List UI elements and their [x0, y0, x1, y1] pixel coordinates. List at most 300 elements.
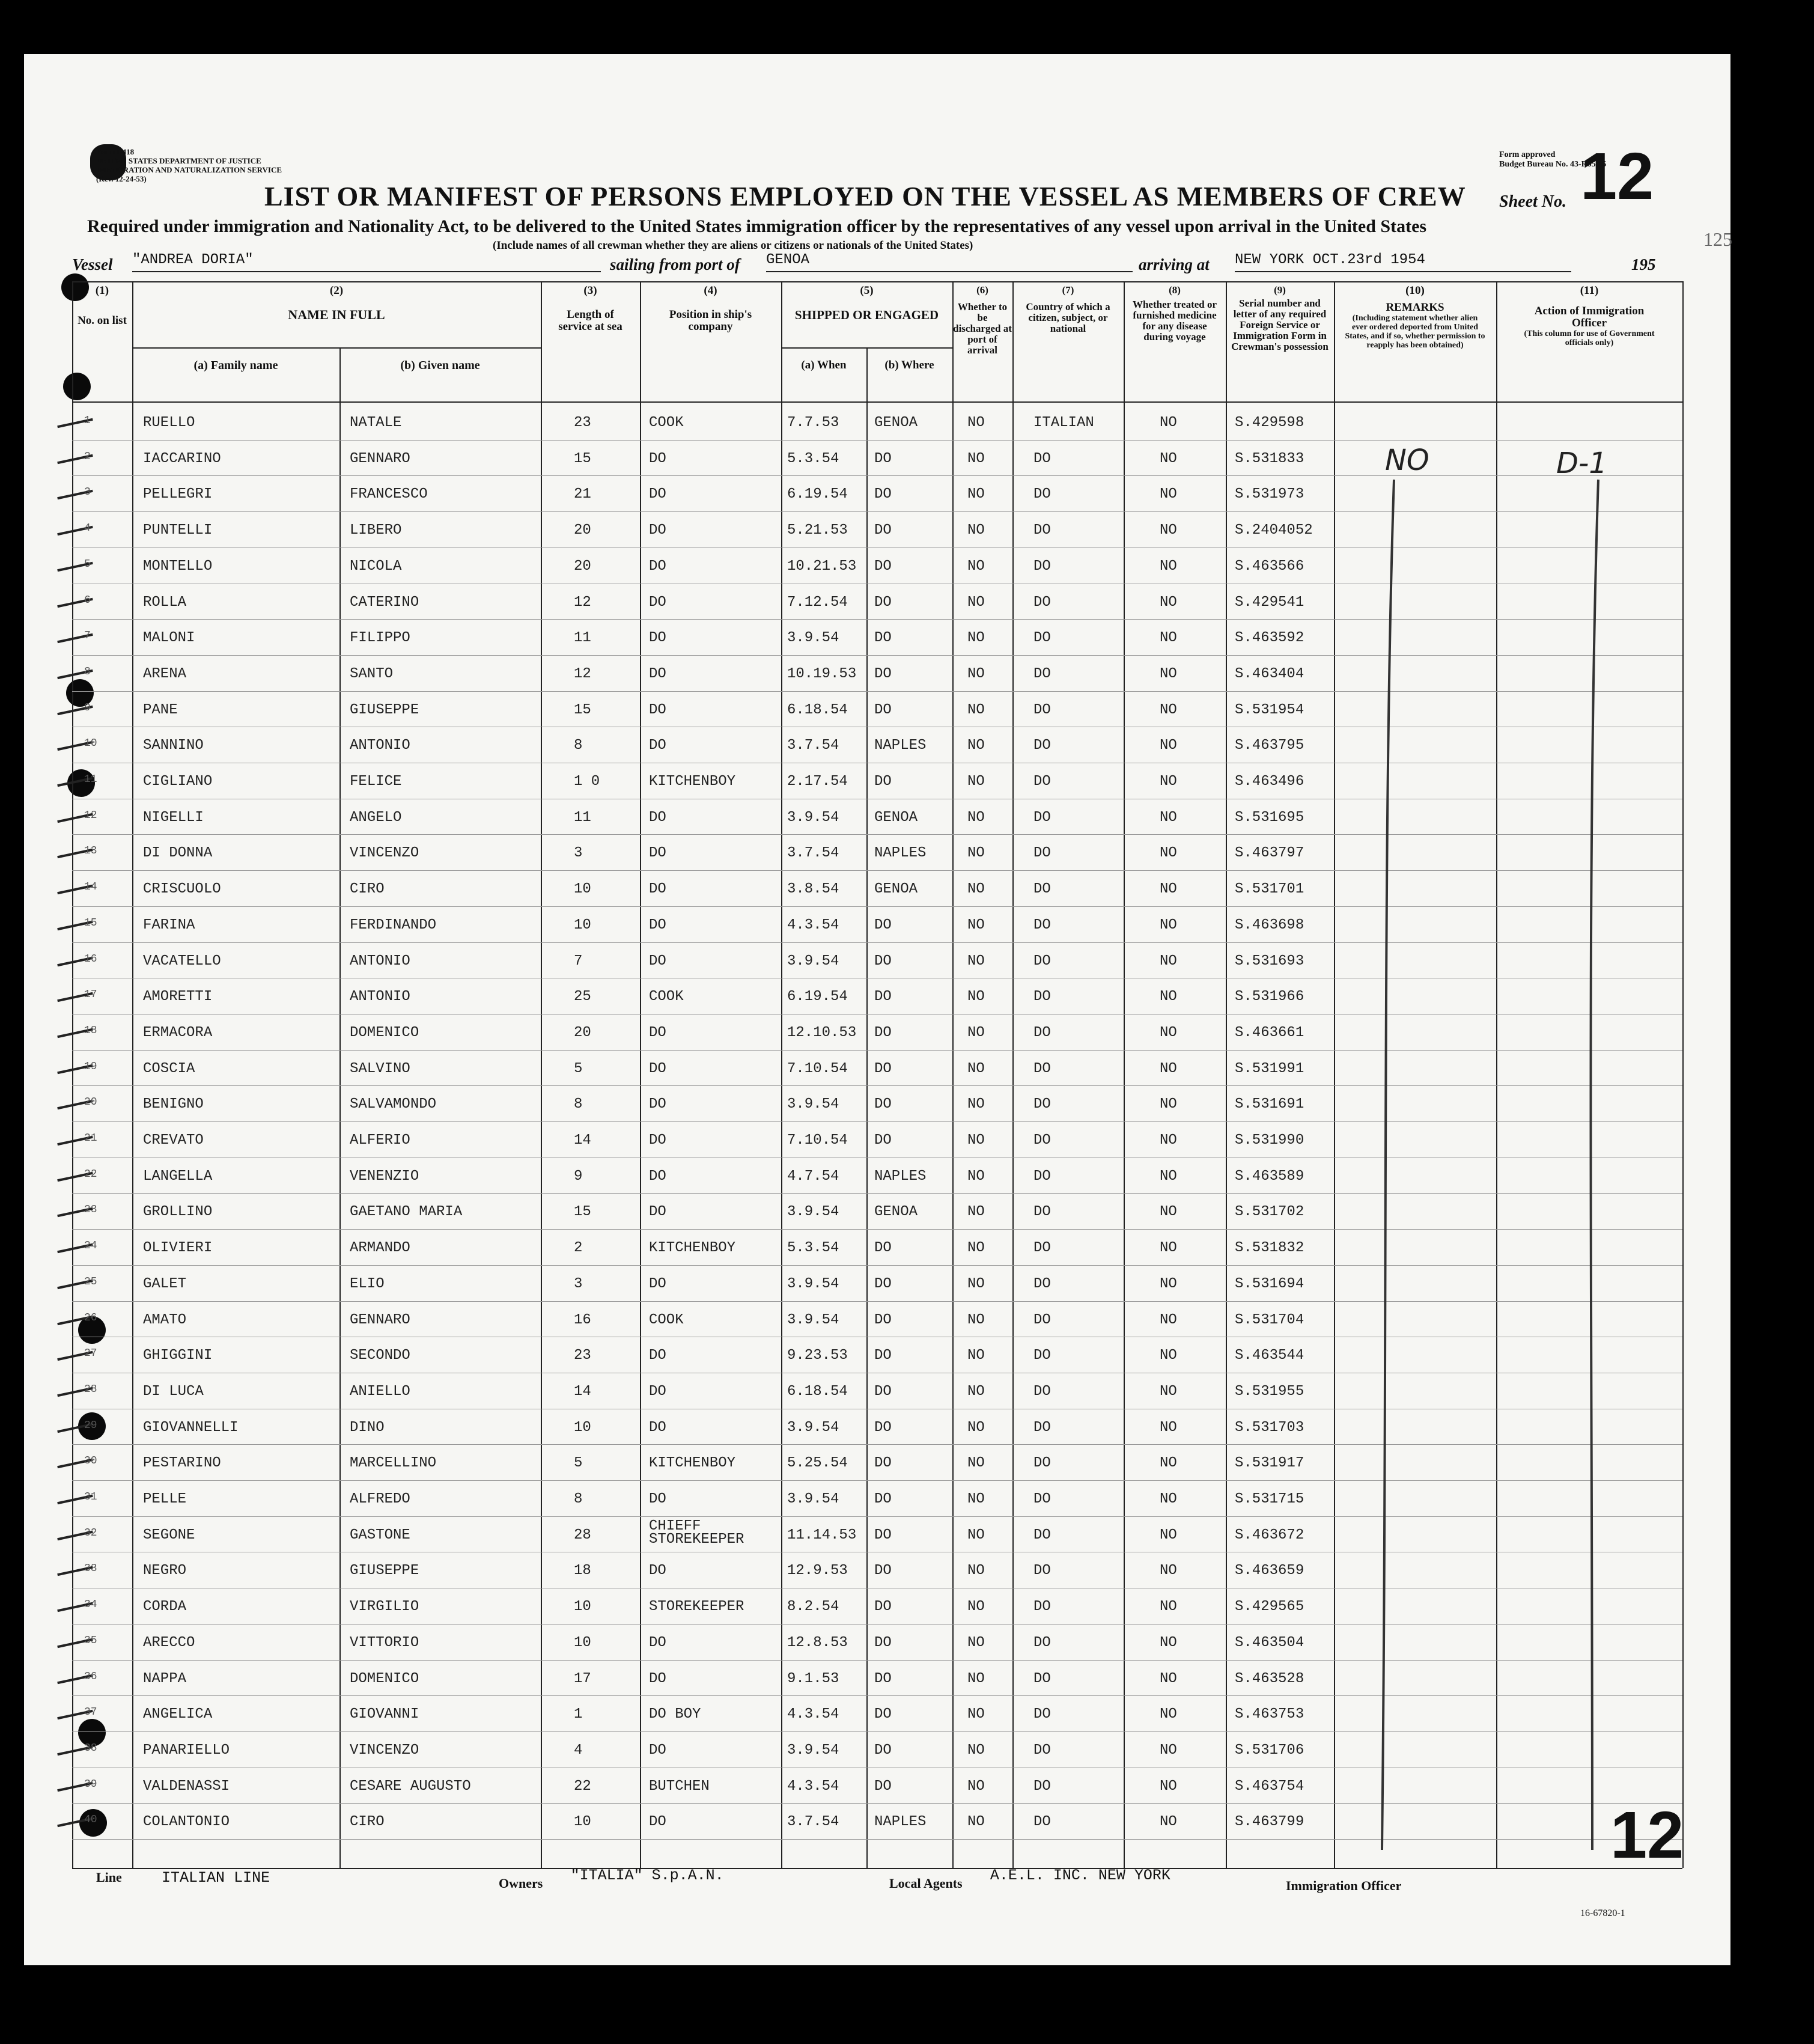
crew-discharge: NO	[967, 522, 985, 539]
crew-shipped-where: GENOA	[874, 809, 918, 826]
crew-serial-number: S.463661	[1235, 1024, 1304, 1041]
crew-shipped-when: 5.3.54	[787, 1240, 839, 1257]
crew-medicine: NO	[1160, 1670, 1177, 1687]
crew-shipped-when: 7.12.54	[787, 594, 848, 611]
crew-position: DO	[649, 1491, 666, 1507]
crew-shipped-where: DO	[874, 1096, 892, 1113]
crew-family-name: IACCARINO	[143, 450, 221, 467]
crew-family-name: CRISCUOLO	[143, 881, 221, 898]
crew-discharge: NO	[967, 1599, 985, 1615]
row-rule	[72, 1265, 1682, 1266]
crew-given-name: GAETANO MARIA	[350, 1204, 463, 1221]
crew-shipped-when: 3.7.54	[787, 737, 839, 754]
department: UNITED STATES DEPARTMENT OF JUSTICE	[96, 156, 261, 165]
crew-shipped-where: DO	[874, 665, 892, 682]
crew-family-name: DI DONNA	[143, 845, 213, 862]
crew-shipped-where: DO	[874, 1419, 892, 1436]
crew-serial-number: S.463504	[1235, 1634, 1304, 1651]
crew-shipped-where: DO	[874, 917, 892, 933]
crew-crew-no: 10	[84, 737, 97, 750]
crew-service-years: 18	[574, 1563, 591, 1579]
crew-medicine: NO	[1160, 415, 1177, 431]
crew-position: DO	[649, 486, 666, 503]
crew-crew-no: 6	[84, 594, 91, 606]
crew-crew-no: 14	[84, 881, 97, 894]
crew-medicine: NO	[1160, 1311, 1177, 1328]
crew-crew-no: 1	[84, 415, 91, 427]
crew-serial-number: S.463797	[1235, 845, 1304, 862]
crew-medicine: NO	[1160, 1599, 1177, 1615]
row-rule	[72, 1301, 1682, 1302]
crew-service-years: 23	[574, 415, 591, 431]
col-number: (8)	[1169, 284, 1181, 296]
crew-service-years: 20	[574, 558, 591, 575]
crew-position: COOK	[649, 415, 684, 431]
crew-discharge: NO	[967, 630, 985, 647]
crew-country: DO	[1033, 1814, 1051, 1831]
crew-service-years: 1	[574, 1706, 583, 1723]
crew-shipped-when: 3.9.54	[787, 1742, 839, 1759]
crew-discharge: NO	[967, 773, 985, 790]
crew-crew-no: 22	[84, 1168, 97, 1180]
col-label: Serial number and letter of any required Foreign Service or Immigration Form in Crewman's possession	[1231, 297, 1329, 352]
crew-service-years: 20	[574, 522, 591, 539]
row-rule	[72, 1480, 1682, 1481]
crew-serial-number: S.531990	[1235, 1132, 1304, 1149]
crew-medicine: NO	[1160, 1024, 1177, 1041]
crew-country: DO	[1033, 1634, 1051, 1651]
crew-family-name: CREVATO	[143, 1132, 204, 1149]
crew-medicine: NO	[1160, 1634, 1177, 1651]
crew-given-name: SALVINO	[350, 1060, 410, 1077]
crew-discharge: NO	[967, 1527, 985, 1543]
bottom-sheet-number: 12	[1610, 1798, 1684, 1872]
crew-given-name: VITTORIO	[350, 1634, 419, 1651]
crew-given-name: ANIELLO	[350, 1383, 410, 1400]
crew-service-years: 9	[574, 1168, 583, 1185]
row-rule	[72, 1731, 1682, 1732]
crew-crew-no: 26	[84, 1311, 97, 1324]
crew-serial-number: S.531691	[1235, 1096, 1304, 1113]
crew-service-years: 10	[574, 1599, 591, 1615]
crew-shipped-when: 7.10.54	[787, 1132, 848, 1149]
owners-value: "ITALIA" S.p.A.N.	[570, 1867, 724, 1884]
crew-service-years: 17	[574, 1670, 591, 1687]
crew-country: DO	[1033, 1060, 1051, 1077]
crew-country: DO	[1033, 1168, 1051, 1185]
col-officer-header	[1496, 285, 1682, 347]
crew-serial-number: S.463698	[1235, 917, 1304, 933]
crew-country: DO	[1033, 1599, 1051, 1615]
crew-shipped-when: 4.3.54	[787, 1778, 839, 1795]
crew-given-name: ALFERIO	[350, 1132, 410, 1149]
crew-given-name: GIOVANNI	[350, 1706, 419, 1723]
crew-position: DO	[649, 1060, 666, 1077]
crew-family-name: NAPPA	[143, 1670, 187, 1687]
crew-position: DO	[649, 1814, 666, 1831]
crew-crew-no: 7	[84, 630, 91, 642]
crew-shipped-when: 5.3.54	[787, 450, 839, 467]
crew-country: DO	[1033, 809, 1051, 826]
crew-given-name: GIUSEPPE	[350, 701, 419, 718]
col-label: Country of which a citizen, subject, or national	[1026, 301, 1110, 334]
crew-medicine: NO	[1160, 917, 1177, 933]
crew-medicine: NO	[1160, 630, 1177, 647]
crew-crew-no: 36	[84, 1670, 97, 1683]
crew-serial-number: S.463799	[1235, 1814, 1304, 1831]
crew-discharge: NO	[967, 1024, 985, 1041]
row-rule	[72, 1444, 1682, 1445]
crew-medicine: NO	[1160, 1706, 1177, 1723]
crew-medicine: NO	[1160, 1491, 1177, 1507]
crew-shipped-where: DO	[874, 1706, 892, 1723]
crew-serial-number: S.531715	[1235, 1491, 1304, 1507]
crew-discharge: NO	[967, 1814, 985, 1831]
crew-shipped-when: 4.3.54	[787, 917, 839, 933]
crew-country: DO	[1033, 1096, 1051, 1113]
crew-service-years: 10	[574, 917, 591, 933]
crew-serial-number: S.429565	[1235, 1599, 1304, 1615]
crew-given-name: NATALE	[350, 415, 402, 431]
crew-medicine: NO	[1160, 1563, 1177, 1579]
crew-shipped-where: DO	[874, 989, 892, 1005]
crew-medicine: NO	[1160, 450, 1177, 467]
crew-country: DO	[1033, 1311, 1051, 1328]
sailing-label: sailing from port of	[610, 255, 740, 273]
crew-service-years: 1 0	[574, 773, 600, 790]
crew-crew-no: 16	[84, 953, 97, 965]
crew-position: DO	[649, 1168, 666, 1185]
crew-medicine: NO	[1160, 1742, 1177, 1759]
crew-family-name: PESTARINO	[143, 1455, 221, 1472]
crew-given-name: CIRO	[350, 881, 385, 898]
crew-medicine: NO	[1160, 737, 1177, 754]
crew-country: DO	[1033, 1240, 1051, 1257]
crew-given-name: CATERINO	[350, 594, 419, 611]
crew-position: DO	[649, 1024, 666, 1041]
crew-service-years: 11	[574, 809, 591, 826]
crew-serial-number: S.463753	[1235, 1706, 1304, 1723]
crew-country: DO	[1033, 1491, 1051, 1507]
crew-given-name: CESARE AUGUSTO	[350, 1778, 471, 1795]
crew-family-name: NEGRO	[143, 1563, 187, 1579]
crew-given-name: VINCENZO	[350, 845, 419, 862]
crew-shipped-when: 2.17.54	[787, 773, 848, 790]
crew-medicine: NO	[1160, 1096, 1177, 1113]
crew-medicine: NO	[1160, 1060, 1177, 1077]
row-rule	[72, 1050, 1682, 1051]
crew-position: KITCHENBOY	[649, 1240, 736, 1257]
row-rule	[72, 475, 1682, 476]
crew-country: DO	[1033, 1742, 1051, 1759]
crew-crew-no: 39	[84, 1778, 97, 1790]
crew-crew-no: 34	[84, 1599, 97, 1611]
crew-medicine: NO	[1160, 1347, 1177, 1364]
crew-service-years: 10	[574, 1419, 591, 1436]
col-number: (1)	[95, 284, 109, 297]
crew-position: DO	[649, 1275, 666, 1292]
crew-service-years: 20	[574, 1024, 591, 1041]
crew-position: DO	[649, 881, 666, 898]
crew-discharge: NO	[967, 737, 985, 754]
crew-given-name: VENENZIO	[350, 1168, 419, 1185]
crew-shipped-where: DO	[874, 701, 892, 718]
crew-service-years: 12	[574, 665, 591, 682]
crew-shipped-where: DO	[874, 450, 892, 467]
crew-shipped-where: DO	[874, 1527, 892, 1543]
crew-discharge: NO	[967, 1347, 985, 1364]
crew-family-name: CIGLIANO	[143, 773, 213, 790]
crew-country: DO	[1033, 665, 1051, 682]
crew-medicine: NO	[1160, 845, 1177, 862]
approval-line: Form approved	[1499, 150, 1556, 159]
crew-country: DO	[1033, 1563, 1051, 1579]
crew-service-years: 25	[574, 989, 591, 1005]
crew-position: DO BOY	[649, 1706, 701, 1723]
crew-given-name: ANTONIO	[350, 737, 410, 754]
row-rule	[72, 942, 1682, 943]
crew-shipped-where: DO	[874, 1275, 892, 1292]
crew-discharge: NO	[967, 1563, 985, 1579]
crew-shipped-when: 3.9.54	[787, 1491, 839, 1507]
crew-shipped-when: 11.14.53	[787, 1527, 857, 1543]
col-where-header: (b) Where	[884, 359, 934, 371]
crew-country: DO	[1033, 989, 1051, 1005]
crew-family-name: SEGONE	[143, 1527, 195, 1543]
crew-crew-no: 2	[84, 450, 91, 463]
crew-discharge: NO	[967, 1670, 985, 1687]
crew-family-name: FARINA	[143, 917, 195, 933]
crew-medicine: NO	[1160, 1814, 1177, 1831]
crew-shipped-when: 10.19.53	[787, 665, 857, 682]
crew-position: DO	[649, 1204, 666, 1221]
crew-country: DO	[1033, 953, 1051, 969]
voyage-line	[72, 252, 1682, 279]
crew-crew-no: 37	[84, 1706, 97, 1719]
crew-serial-number: S.463754	[1235, 1778, 1304, 1795]
col-label: Action of Immigration Officer	[1534, 305, 1645, 329]
crew-family-name: ARECCO	[143, 1634, 195, 1651]
crew-shipped-where: DO	[874, 1132, 892, 1149]
crew-medicine: NO	[1160, 522, 1177, 539]
crew-position: DO	[649, 522, 666, 539]
crew-service-years: 10	[574, 1814, 591, 1831]
crew-serial-number: S.531991	[1235, 1060, 1304, 1077]
crew-shipped-when: 3.9.54	[787, 1204, 839, 1221]
crew-medicine: NO	[1160, 665, 1177, 682]
crew-crew-no: 17	[84, 989, 97, 1001]
crew-service-years: 10	[574, 1634, 591, 1651]
sheet-no-label: Sheet No.	[1499, 192, 1566, 211]
crew-position: DO	[649, 701, 666, 718]
crew-family-name: PANARIELLO	[143, 1742, 230, 1759]
crew-medicine: NO	[1160, 1204, 1177, 1221]
crew-medicine: NO	[1160, 773, 1177, 790]
departure-port: GENOA	[766, 252, 1133, 272]
crew-family-name: CORDA	[143, 1599, 187, 1615]
crew-discharge: NO	[967, 809, 985, 826]
crew-serial-number: S.531832	[1235, 1240, 1304, 1257]
row-rule	[72, 1660, 1682, 1661]
crew-position: DO	[649, 1419, 666, 1436]
crew-discharge: NO	[967, 1240, 985, 1257]
crew-service-years: 7	[574, 953, 583, 969]
crew-medicine: NO	[1160, 1527, 1177, 1543]
crew-service-years: 14	[574, 1132, 591, 1149]
crew-country: DO	[1033, 773, 1051, 790]
crew-shipped-where: DO	[874, 953, 892, 969]
col-label: REMARKS	[1386, 301, 1444, 314]
crew-crew-no: 23	[84, 1204, 97, 1216]
crew-position: DO	[649, 1347, 666, 1364]
row-rule	[72, 834, 1682, 835]
crew-position: COOK	[649, 989, 684, 1005]
col-sublabel: (Including statement whether alien ever ordered deported from United States, and if so, whether permission to reapply has been obtained)	[1345, 314, 1485, 350]
crew-family-name: VALDENASSI	[143, 1778, 230, 1795]
crew-crew-no: 33	[84, 1563, 97, 1575]
crew-shipped-when: 9.23.53	[787, 1347, 848, 1364]
crew-country: DO	[1033, 917, 1051, 933]
crew-medicine: NO	[1160, 1168, 1177, 1185]
row-rule	[72, 906, 1682, 907]
col-number: (9)	[1274, 284, 1286, 296]
crew-discharge: NO	[967, 1060, 985, 1077]
crew-crew-no: 18	[84, 1024, 97, 1037]
crew-service-years: 23	[574, 1347, 591, 1364]
crew-country: DO	[1033, 450, 1051, 467]
crew-medicine: NO	[1160, 1275, 1177, 1292]
crew-country: DO	[1033, 486, 1051, 503]
crew-shipped-when: 7.7.53	[787, 415, 839, 431]
crew-crew-no: 3	[84, 486, 91, 499]
crew-shipped-when: 10.21.53	[787, 558, 857, 575]
crew-shipped-when: 3.9.54	[787, 1096, 839, 1113]
col-name-header	[132, 285, 541, 321]
crew-given-name: LIBERO	[350, 522, 402, 539]
crew-country: DO	[1033, 737, 1051, 754]
agents-label: Local Agents	[889, 1876, 963, 1891]
crew-position: DO	[649, 1383, 666, 1400]
crew-serial-number: S.531693	[1235, 953, 1304, 969]
form-number: Form I-418	[96, 147, 135, 156]
col-service-header	[541, 285, 640, 333]
crew-country: DO	[1033, 1455, 1051, 1472]
crew-crew-no: 27	[84, 1347, 97, 1360]
row-rule	[72, 1085, 1682, 1086]
crew-given-name: DINO	[350, 1419, 385, 1436]
shipping-line: ITALIAN LINE	[162, 1869, 270, 1887]
col-family-name-header: (a) Family name	[193, 359, 278, 372]
crew-service-years: 14	[574, 1383, 591, 1400]
crew-crew-no: 5	[84, 558, 91, 570]
crew-family-name: GHIGGINI	[143, 1347, 213, 1364]
crew-shipped-where: GENOA	[874, 1204, 918, 1221]
crew-service-years: 8	[574, 1096, 583, 1113]
crew-family-name: ERMACORA	[143, 1024, 213, 1041]
crew-country: DO	[1033, 594, 1051, 611]
crew-country: DO	[1033, 558, 1051, 575]
crew-shipped-when: 12.9.53	[787, 1563, 848, 1579]
crew-position: CHIEFF STOREKEEPER	[649, 1518, 744, 1548]
crew-crew-no: 31	[84, 1491, 97, 1503]
crew-position: DO	[649, 1563, 666, 1579]
crew-shipped-where: DO	[874, 1240, 892, 1257]
crew-country: DO	[1033, 845, 1051, 862]
crew-crew-no: 9	[84, 701, 91, 714]
crew-family-name: MALONI	[143, 630, 195, 647]
crew-service-years: 15	[574, 450, 591, 467]
crew-discharge: NO	[967, 1634, 985, 1651]
crew-country: DO	[1033, 1347, 1051, 1364]
crew-serial-number: S.429541	[1235, 594, 1304, 611]
crew-position: KITCHENBOY	[649, 1455, 736, 1472]
crew-family-name: ROLLA	[143, 594, 187, 611]
crew-medicine: NO	[1160, 1383, 1177, 1400]
crew-given-name: FERDINANDO	[350, 917, 437, 933]
crew-service-years: 4	[574, 1742, 583, 1759]
crew-discharge: NO	[967, 450, 985, 467]
crew-serial-number: S.463795	[1235, 737, 1304, 754]
crew-medicine: NO	[1160, 1240, 1177, 1257]
budget-bureau-line: Budget Bureau No. 43-R050.5	[1499, 160, 1607, 169]
crew-country: ITALIAN	[1033, 415, 1094, 431]
crew-shipped-when: 6.18.54	[787, 1383, 848, 1400]
vessel-name: "ANDREA DORIA"	[132, 252, 601, 272]
crew-serial-number: S.429598	[1235, 415, 1304, 431]
crew-crew-no: 21	[84, 1132, 97, 1144]
crew-crew-no: 13	[84, 845, 97, 858]
crew-position: DO	[649, 953, 666, 969]
crew-family-name: AMORETTI	[143, 989, 213, 1005]
crew-given-name: VINCENZO	[350, 1742, 419, 1759]
col-when-header: (a) When	[801, 359, 847, 371]
crew-given-name: SANTO	[350, 665, 394, 682]
crew-family-name: GALET	[143, 1275, 187, 1292]
crew-serial-number: S.531703	[1235, 1419, 1304, 1436]
crew-given-name: FRANCESCO	[350, 486, 428, 503]
crew-crew-no: 30	[84, 1455, 97, 1468]
crew-shipped-when: 6.19.54	[787, 486, 848, 503]
vessel-label: Vessel	[72, 255, 113, 273]
remarks-ditto-line	[1370, 480, 1418, 1862]
crew-shipped-when: 3.9.54	[787, 953, 839, 969]
document-title: LIST OR MANIFEST OF PERSONS EMPLOYED ON THE VESSEL AS MEMBERS OF CREW	[264, 181, 1466, 212]
crew-shipped-where: DO	[874, 1670, 892, 1687]
col-number: (7)	[1062, 284, 1074, 296]
col-number: (10)	[1405, 284, 1425, 297]
crew-shipped-when: 9.1.53	[787, 1670, 839, 1687]
crew-country: DO	[1033, 522, 1051, 539]
crew-shipped-where: DO	[874, 486, 892, 503]
row-rule	[72, 1193, 1682, 1194]
crew-shipped-where: NAPLES	[874, 737, 927, 754]
crew-medicine: NO	[1160, 1778, 1177, 1795]
crew-shipped-where: DO	[874, 773, 892, 790]
manifest-sheet	[24, 54, 1730, 1965]
crew-family-name: AMATO	[143, 1311, 187, 1328]
col-number: (6)	[976, 284, 988, 296]
arriving-label: arriving at	[1139, 255, 1210, 273]
crew-serial-number: S.463404	[1235, 665, 1304, 682]
col-discharge-header	[952, 285, 1012, 356]
crew-given-name: MARCELLINO	[350, 1455, 437, 1472]
crew-family-name: PANE	[143, 701, 178, 718]
crew-given-name: NICOLA	[350, 558, 402, 575]
col-serial-header	[1226, 285, 1334, 352]
crew-crew-no: 32	[84, 1527, 97, 1539]
crew-service-years: 8	[574, 1491, 583, 1507]
side-number: 125	[1703, 228, 1732, 250]
